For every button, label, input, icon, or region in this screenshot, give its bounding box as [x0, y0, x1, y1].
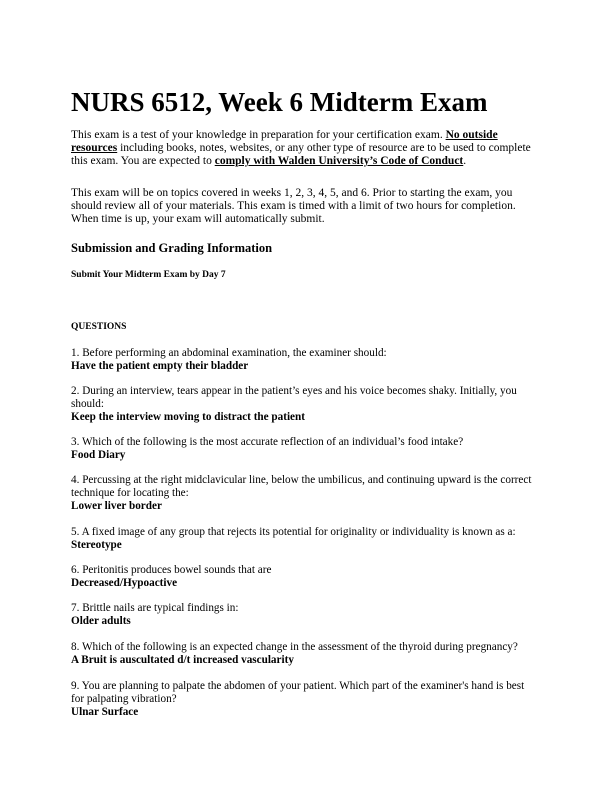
question-text: 1. Before performing an abdominal examination, the examiner should: — [71, 347, 387, 359]
question-text: 6. Peritonitis produces bowel sounds that are — [71, 564, 272, 576]
question-text: 2. During an interview, tears appear in the patient’s eyes and his voice becomes shaky. Initially, you should: — [71, 385, 517, 410]
question-text: 7. Brittle nails are typical findings in: — [71, 602, 239, 614]
question-item — [71, 564, 539, 590]
question-answer: Ulnar Surface — [71, 705, 139, 718]
submission-heading: Submission and Grading Information — [71, 241, 273, 255]
question-item — [71, 474, 539, 512]
question-text: 4. Percussing at the right midclavicular line, below the umbilicus, and continuing upward is the correct technique for locating the: — [71, 474, 532, 499]
question-text: 8. Which of the following is an expected change in the assessment of the thyroid during pregnancy? — [71, 641, 518, 653]
question-item — [71, 680, 539, 718]
question-item — [71, 641, 539, 667]
question-answer: Stereotype — [71, 538, 122, 551]
question-answer: Decreased/Hypoactive — [71, 576, 178, 589]
question-item — [71, 347, 539, 373]
question-text: 9. You are planning to palpate the abdomen of your patient. Which part of the examiner's hand is best for palpating vibration? — [71, 680, 525, 705]
question-answer: Keep the interview moving to distract the patient — [71, 410, 305, 423]
question-text: 5. A fixed image of any group that rejects its potential for originality or individuality is known as a: — [71, 526, 516, 538]
submit-deadline-label: Submit Your Midterm Exam by Day 7 — [71, 270, 226, 280]
question-item — [71, 602, 539, 628]
question-answer: Have the patient empty their bladder — [71, 359, 249, 372]
question-item — [71, 385, 539, 423]
question-answer: Older adults — [71, 614, 131, 627]
code-of-conduct-link[interactable]: comply with Walden University’s Code of Conduct — [214, 155, 464, 167]
question-answer: Lower liver border — [71, 499, 162, 512]
intro-text-3: . — [463, 155, 467, 167]
intro-text-1: This exam is a test of your knowledge in preparation for your certification exam. — [71, 129, 446, 141]
questions-heading: QUESTIONS — [71, 322, 127, 332]
question-text: 3. Which of the following is the most accurate reflection of an individual’s food intake? — [71, 436, 464, 448]
exam-info-paragraph: This exam will be on topics covered in weeks 1, 2, 3, 4, 5, and 6. Prior to starting the exam, you should review all of your materials. This exam is timed with a limit of two hours for completion. When time is up, your exam will automatically submit. — [71, 187, 516, 225]
question-answer: Food Diary — [71, 448, 126, 461]
page-title: NURS 6512, Week 6 Midterm Exam — [71, 87, 488, 117]
question-item — [71, 526, 539, 552]
no-outside-resources-link[interactable]: No outside resources — [71, 129, 498, 154]
question-item — [71, 436, 539, 462]
question-answer: A Bruit is auscultated d/t increased vascularity — [71, 653, 294, 666]
intro-text-2: including books, notes, websites, or any other type of resource are to be used to complete this exam. You are expected to — [71, 142, 531, 167]
intro-paragraph — [71, 129, 543, 168]
